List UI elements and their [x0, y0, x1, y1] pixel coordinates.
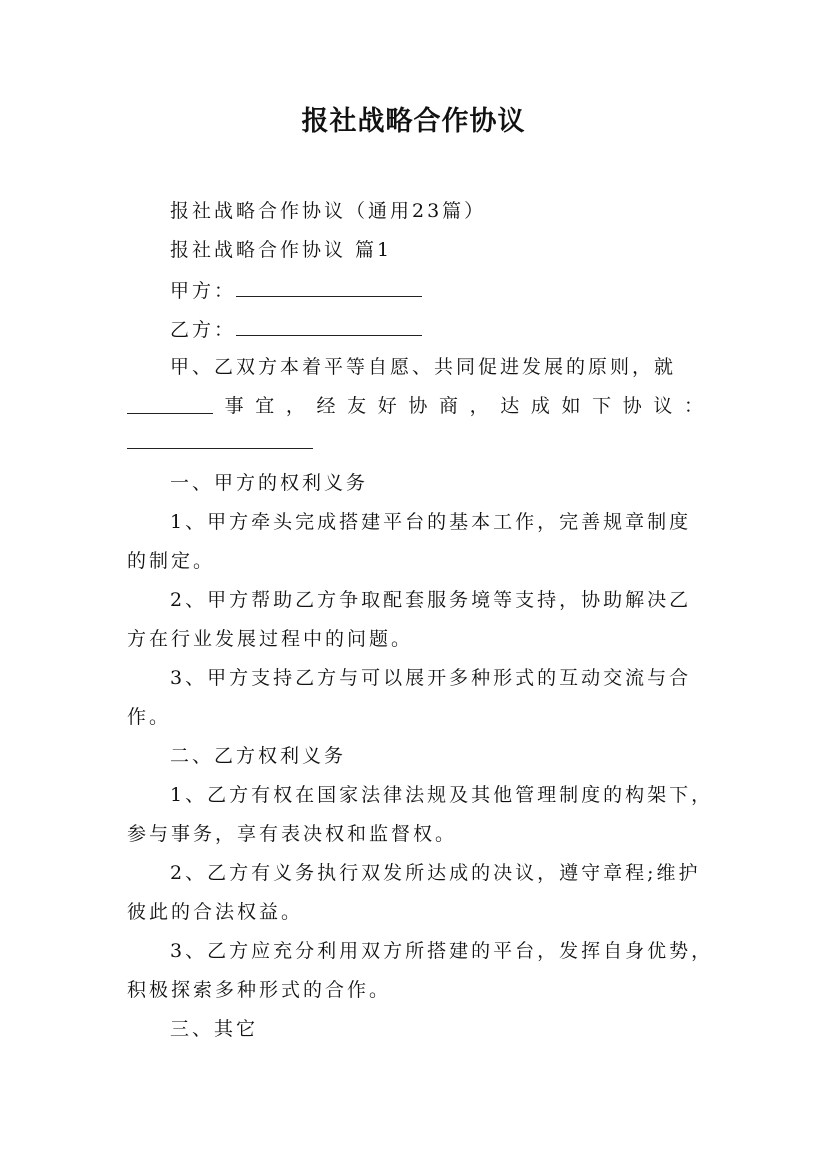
party-b-blank: [236, 315, 422, 336]
intro-char: 友: [347, 395, 367, 417]
section-1-clause-1-line-1: 1、甲方牵头完成搭建平台的基本工作，完善规章制度: [170, 511, 692, 533]
intro-char: 事: [224, 395, 244, 417]
intro-char: ，: [469, 395, 489, 417]
intro-char: 协: [408, 395, 428, 417]
party-a-blank: [236, 276, 422, 297]
intro-paragraph-line-2: [127, 393, 703, 419]
document-title: 报社战略合作协议: [301, 106, 526, 137]
intro-char: 下: [592, 395, 612, 417]
party-a-label: 甲方：: [170, 280, 237, 302]
section-1-clause-2-line-2: 方在行业发展过程中的问题。: [127, 628, 414, 650]
intro-char: 如: [561, 395, 581, 417]
intro-char: ：: [683, 395, 703, 417]
section-1-clause-3-line-1: 3、甲方支持乙方与可以展开多种形式的互动交流与合: [170, 667, 692, 689]
intro-paragraph-line-1: 甲、乙双方本着平等自愿、共同促进发展的原则，就: [170, 356, 677, 378]
section-2-clause-1-line-2: 参与事务，享有表决权和监督权。: [127, 823, 458, 845]
intro-char: 达: [500, 395, 520, 417]
subtitle-line: 报社战略合作协议（通用23篇）: [170, 200, 487, 222]
section-2-clause-3-line-1: 3、乙方应充分利用双方所搭建的平台，发挥自身优势，: [170, 940, 714, 962]
party-a-line: [170, 276, 422, 304]
party-b-line: [170, 315, 422, 343]
section-3-heading: 三、其它: [170, 1018, 259, 1040]
section-1-clause-2-line-1: 2、甲方帮助乙方争取配套服务境等支持，协助解决乙: [170, 589, 692, 611]
section-1-heading: 一、甲方的权利义务: [170, 472, 369, 494]
intro-char: 好: [377, 395, 397, 417]
intro-char: 议: [653, 395, 673, 417]
part-heading: 报社战略合作协议 篇1: [170, 239, 393, 261]
intro-char: 经: [316, 395, 336, 417]
section-2-heading: 二、乙方权利义务: [170, 745, 347, 767]
section-1-clause-1-line-2: 的制定。: [127, 550, 216, 572]
section-2-clause-3-line-2: 积极探索多种形式的合作。: [127, 979, 392, 1001]
intro-char: ，: [285, 395, 305, 417]
section-2-clause-2-line-1: 2、乙方有义务执行双发所达成的决议，遵守章程;维护: [170, 862, 701, 884]
intro-char: 协: [622, 395, 642, 417]
intro-char: 成: [530, 395, 550, 417]
section-2-clause-2-line-2: 彼此的合法权益。: [127, 901, 304, 923]
matter-blank: [127, 393, 213, 414]
agreement-blank: [127, 428, 313, 449]
section-1-clause-3-line-2: 作。: [127, 706, 172, 728]
intro-paragraph-line-3: [127, 428, 313, 456]
intro-char: 宜: [255, 395, 275, 417]
section-2-clause-1-line-1: 1、乙方有权在国家法律法规及其他管理制度的构架下，: [170, 784, 714, 806]
intro-char: 商: [438, 395, 458, 417]
party-b-label: 乙方：: [170, 319, 237, 341]
